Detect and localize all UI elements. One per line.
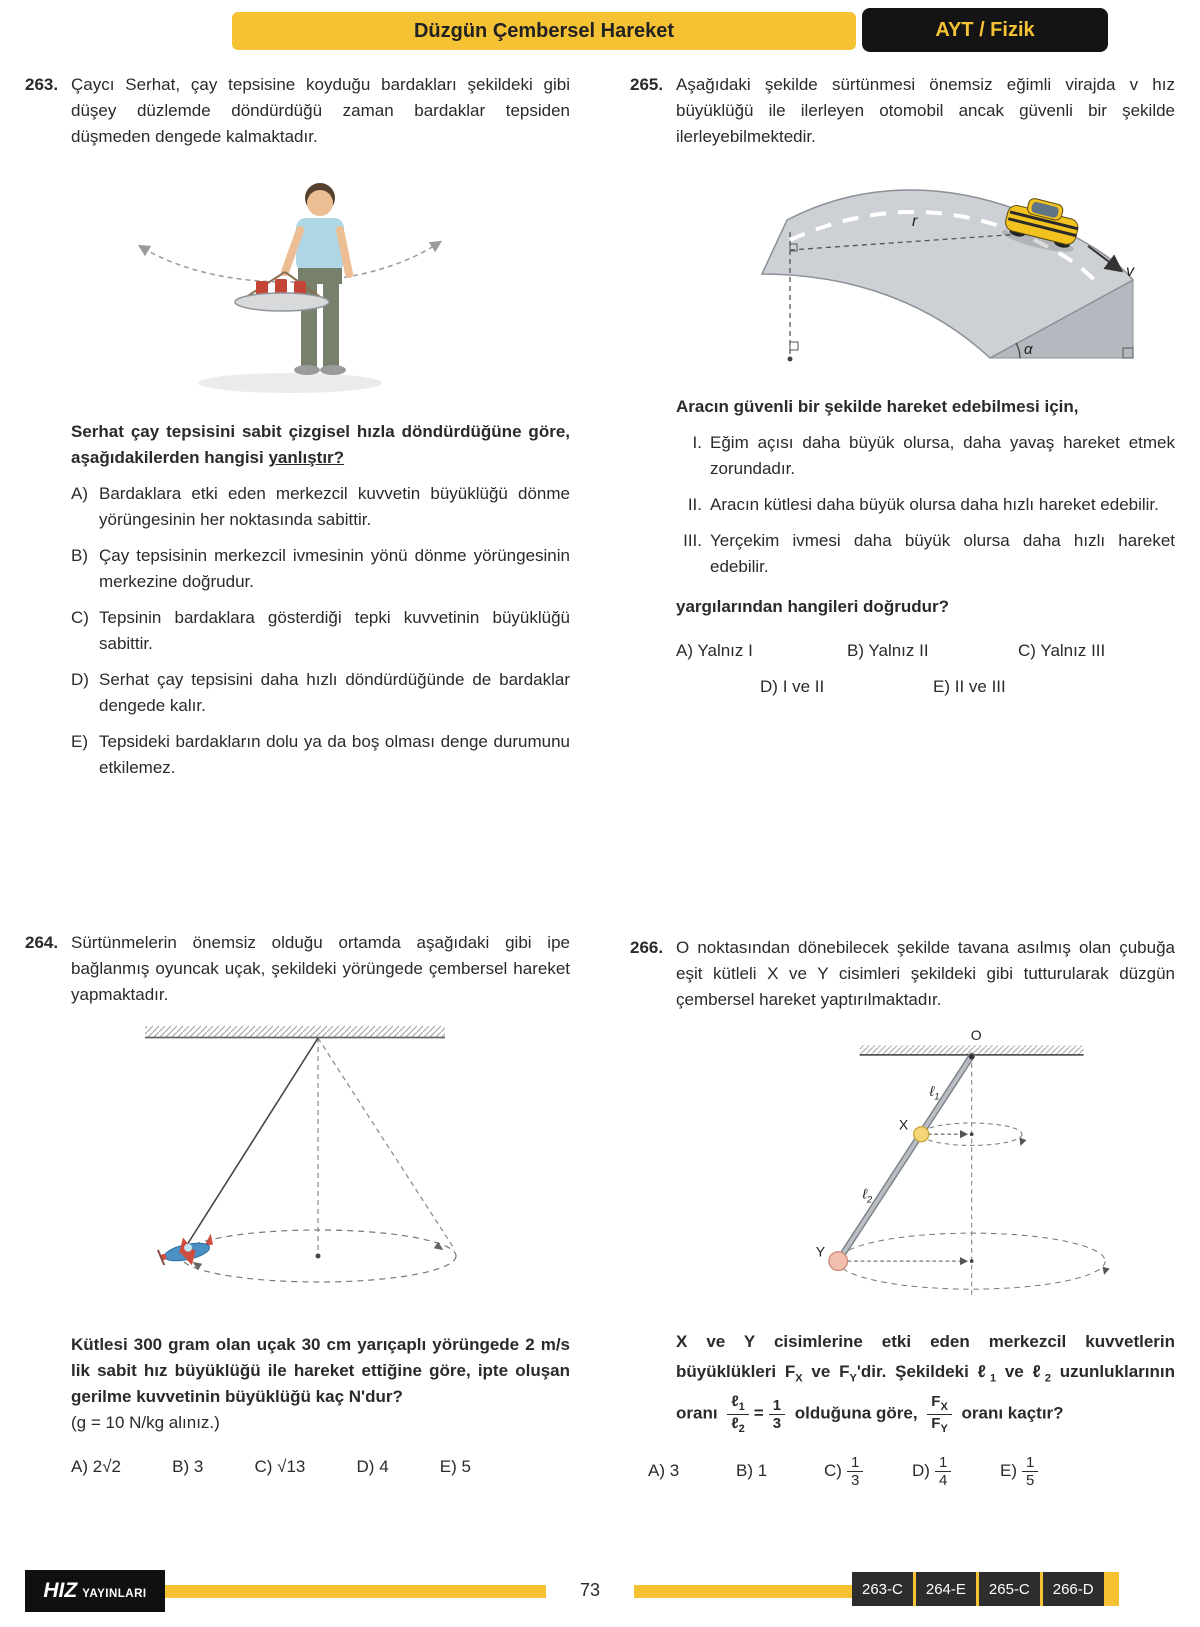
ell-2: ℓ$_2$: [1032, 1362, 1052, 1385]
option-text: 3: [669, 1461, 680, 1481]
option-text: Yalnız II: [868, 641, 929, 660]
face: [307, 190, 333, 216]
option-label: B): [71, 546, 88, 565]
ell-sub: 1: [934, 1091, 940, 1102]
statement-label: III.: [683, 531, 702, 550]
statement-label: II.: [687, 495, 702, 514]
options-row-1: [676, 638, 1175, 664]
statement-label: I.: [692, 433, 702, 452]
question-intro: Aracın güvenli bir şekilde hareket edebilmesi için,: [676, 397, 1079, 416]
option-label: E): [71, 732, 88, 751]
option-label: B): [847, 641, 864, 660]
question-number: 263.: [25, 75, 59, 94]
option-label: C): [71, 608, 89, 627]
option-label: D): [71, 670, 89, 689]
options-row-2: [760, 674, 1175, 700]
answer-key-box: [852, 1572, 1119, 1606]
cone-edge: [318, 1038, 455, 1250]
option-label: E): [439, 1457, 457, 1476]
exam-badge: [862, 8, 1108, 52]
question-263: [25, 72, 570, 781]
string: [185, 1038, 318, 1248]
option-label: D): [912, 1461, 930, 1481]
stem-note: (g = 10 N/kg alınız.): [71, 1413, 220, 1432]
option-label: E): [933, 677, 950, 696]
question-text: Sürtünmelerin önemsiz olduğu ortamda aşağıdaki gibi ipe bağlanmış oyuncak uçak, şekildeki yörüngede çembersel hareket yapmaktadır.: [71, 933, 570, 1004]
option-label: A): [676, 641, 693, 660]
option-e: [440, 1454, 471, 1480]
answer-266: 266-D: [1043, 1572, 1107, 1606]
option-d: [760, 674, 933, 700]
mass-x-label: X: [898, 1116, 909, 1133]
toy-airplane: [156, 1232, 216, 1272]
question-text: Çaycı Serhat, çay tepsisine koyduğu bardakları şekildeki gibi düşey düzlemde döndürdüğü zaman bardaklar tepsiden düşmeden dengede kalmaktadır.: [71, 75, 570, 146]
option-c: [254, 1454, 305, 1480]
question-number: 264.: [25, 933, 59, 952]
question-stem: [71, 1332, 570, 1436]
answer-263: 263-C: [852, 1572, 916, 1606]
option-a: [648, 1458, 736, 1484]
options-row: [648, 1454, 1175, 1490]
topic-banner: [232, 12, 856, 50]
stem-text: X ve Y cisimlerine etki eden merkezcil kuvvetlerin büyüklükleri: [676, 1332, 1175, 1381]
right-angle-mark: [790, 342, 798, 350]
pivot-point: [969, 1054, 975, 1060]
answer-264: 264-E: [916, 1572, 979, 1606]
answer-265: 265-C: [979, 1572, 1043, 1606]
axis-point: [788, 357, 793, 362]
stem-underlined: yanlıştır?: [268, 448, 345, 467]
option-text: Tepsideki bardakların dolu ya da boş olması denge durumunu etkilemez.: [99, 732, 570, 777]
equals-sign: =: [753, 1404, 764, 1424]
fraction-1-3: $\frac{1}{3}$: [769, 1397, 785, 1433]
option-label: B): [172, 1457, 190, 1476]
ell-symbol: ℓ: [929, 1082, 935, 1099]
tray: [235, 293, 329, 311]
ell-1: ℓ$_1$: [977, 1362, 997, 1385]
center-x: [970, 1132, 974, 1136]
option-fraction: $\frac{1}{3}$: [847, 1454, 863, 1490]
option-text: 3: [193, 1457, 204, 1476]
ell-symbol: ℓ: [862, 1185, 867, 1202]
velocity-label: v: [1126, 263, 1134, 280]
option-label: C): [824, 1461, 842, 1481]
center-y: [970, 1259, 974, 1263]
page-number: 73: [546, 1574, 634, 1606]
option-text: Tepsinin bardaklara gösterdiği tepki kuvvetinin büyüklüğü sabittir.: [99, 608, 570, 653]
figure-man-spinning-tray: [125, 162, 455, 397]
question-264: [25, 930, 570, 1480]
question-stem: yargılarından hangileri doğrudur?: [676, 597, 949, 616]
direction-arrow: [1101, 1267, 1110, 1276]
option-label: A): [71, 1457, 88, 1476]
fraction-l1-l2: $\frac{\ell_1}{\ell_2}$: [727, 1393, 748, 1435]
statement-text: Aracın kütlesi daha büyük olursa daha hızlı hareket edebilir.: [710, 495, 1159, 514]
statement-1: [676, 430, 1175, 482]
left-shoe: [294, 365, 320, 375]
statement-text: Yerçekim ivmesi daha büyük olursa daha hızlı hareket edebilir.: [710, 531, 1175, 576]
ground-shadow: [198, 373, 382, 393]
mass-x: [914, 1127, 929, 1142]
option-d: [357, 1454, 389, 1480]
answer-box-cap: [1107, 1572, 1119, 1606]
option-label: B): [736, 1461, 753, 1481]
ell-sub: 2: [866, 1194, 873, 1205]
option-text: Yalnız I: [697, 641, 753, 660]
option-text: Çay tepsisinin merkezcil ivmesinin yönü dönme yörüngesinin merkezine doğrudur.: [99, 546, 570, 591]
length-1-label: [929, 1083, 940, 1102]
fraction-fx-fy: $\frac{F_X}{F_Y}$: [927, 1393, 952, 1435]
option-label: D): [356, 1457, 375, 1476]
option-a: [71, 481, 570, 533]
question-stem: [71, 419, 570, 471]
exam-badge-label: AYT / Fizik: [935, 18, 1035, 41]
option-label: D): [760, 677, 778, 696]
right-shoe: [320, 365, 346, 375]
logo-yayinlari: YAYINLARI: [82, 1588, 147, 1600]
question-266: [630, 935, 1175, 1489]
length-2-label: [861, 1186, 873, 1205]
question-number: 265.: [630, 75, 664, 94]
path-center: [316, 1254, 321, 1259]
option-text: I ve II: [782, 677, 825, 696]
option-text: II ve III: [954, 677, 1006, 696]
question-stem: X ve Y cisimlerine etki eden merkezcil kuvvetlerin büyüklükleri $F_X$ ve $F_Y'dir$. Şekildeki ℓ$_1$ ve ℓ$_2$ uzunluklarının oranı $\frac{\ell_1}{\ell_2}$ = $\frac{1}{3}$ olduğuna göre, $\frac{F_X}{F_Y}$ oranı kaçtır?: [676, 1332, 1176, 1436]
option-text: 2√2: [92, 1457, 121, 1476]
question-265: [630, 72, 1175, 700]
option-a: [71, 1454, 121, 1480]
option-text: Bardaklara etki eden merkezcil kuvvetin büyüklüğü dönme yörüngesinin her noktasında sabittir.: [99, 484, 570, 529]
radius-label: r: [912, 213, 918, 230]
alpha-label: α: [1024, 341, 1033, 358]
option-b: [847, 638, 1018, 664]
ceiling-hatch: [145, 1026, 445, 1037]
mass-y-label: Y: [815, 1243, 826, 1260]
f-x: $F_X$: [784, 1362, 803, 1385]
stem-text: Serhat çay tepsisini sabit çizgisel hızla döndürdüğüne göre, aşağıdakilerden hangisi: [71, 422, 570, 467]
question-number: 266.: [630, 938, 664, 957]
option-text: 1: [757, 1461, 768, 1481]
publisher-logo: [25, 1570, 165, 1612]
topic-title: Düzgün Çembersel Hareket: [413, 19, 675, 42]
f-y: $F_Y$: [839, 1362, 857, 1385]
stem-text: Kütlesi 300 gram olan uçak 30 cm yarıçaplı yörüngede 2 m/s lik sabit hız büyüklüğü ile hareket ettiğine göre, ipte oluşan gerilme kuvvetinin büyüklüğü kaç N'dur?: [71, 1335, 570, 1406]
option-a: [676, 638, 847, 664]
right-leg: [323, 282, 339, 367]
statement-3: [676, 528, 1175, 580]
option-label: A): [71, 484, 88, 503]
mass-y: [829, 1252, 848, 1271]
option-c: [824, 1454, 912, 1490]
question-text: Aşağıdaki şekilde sürtünmesi önemsiz eğimli virajda v hız büyüklüğü ile ilerleyen otomobil ancak güvenli bir şekilde ilerleyebilmektedir.: [676, 75, 1175, 146]
option-text: Yalnız III: [1040, 641, 1106, 660]
option-e: [71, 729, 570, 781]
option-b: [71, 543, 570, 595]
option-d: [912, 1454, 1000, 1490]
option-e: [1000, 1454, 1088, 1490]
option-label: E): [1000, 1461, 1017, 1481]
option-fraction: $\frac{1}{5}$: [1022, 1454, 1038, 1490]
pivot-label: O: [970, 1026, 982, 1043]
option-text: Serhat çay tepsisini daha hızlı döndürdüğünde de bardaklar dengede kalır.: [99, 670, 570, 715]
options-row: [71, 1454, 471, 1480]
rod: [838, 1056, 971, 1261]
option-c: [1018, 638, 1105, 664]
option-text: 5: [461, 1457, 471, 1476]
option-d: [71, 667, 570, 719]
statement-2: [676, 492, 1175, 518]
option-text: √13: [277, 1457, 306, 1476]
option-label: C): [254, 1457, 273, 1476]
option-label: C): [1018, 641, 1036, 660]
statement-text: Eğim açısı daha büyük olursa, daha yavaş hareket etmek zorundadır.: [710, 433, 1175, 478]
figure-banked-curve-car: [690, 162, 1160, 372]
option-label: A): [648, 1461, 665, 1481]
option-b: [736, 1458, 824, 1484]
question-text: O noktasından dönebilecek şekilde tavana asılmış olan çubuğa eşit kütleli X ve Y cisimleri şekildeki gibi tutturularak düzgün çembersel hareket yaptırılmaktadır.: [676, 938, 1175, 1009]
figure-airplane-conical-pendulum: [105, 1020, 485, 1310]
option-text: 4: [379, 1457, 389, 1476]
shirt: [296, 218, 344, 272]
direction-arrow: [1017, 1138, 1027, 1148]
option-c: [71, 605, 570, 657]
option-fraction: $\frac{1}{4}$: [935, 1454, 951, 1490]
option-e: [933, 674, 1006, 700]
option-b: [172, 1454, 203, 1480]
logo-hiz: HIZ: [43, 1579, 78, 1602]
figure-rotating-rod-xy: [725, 1025, 1125, 1305]
